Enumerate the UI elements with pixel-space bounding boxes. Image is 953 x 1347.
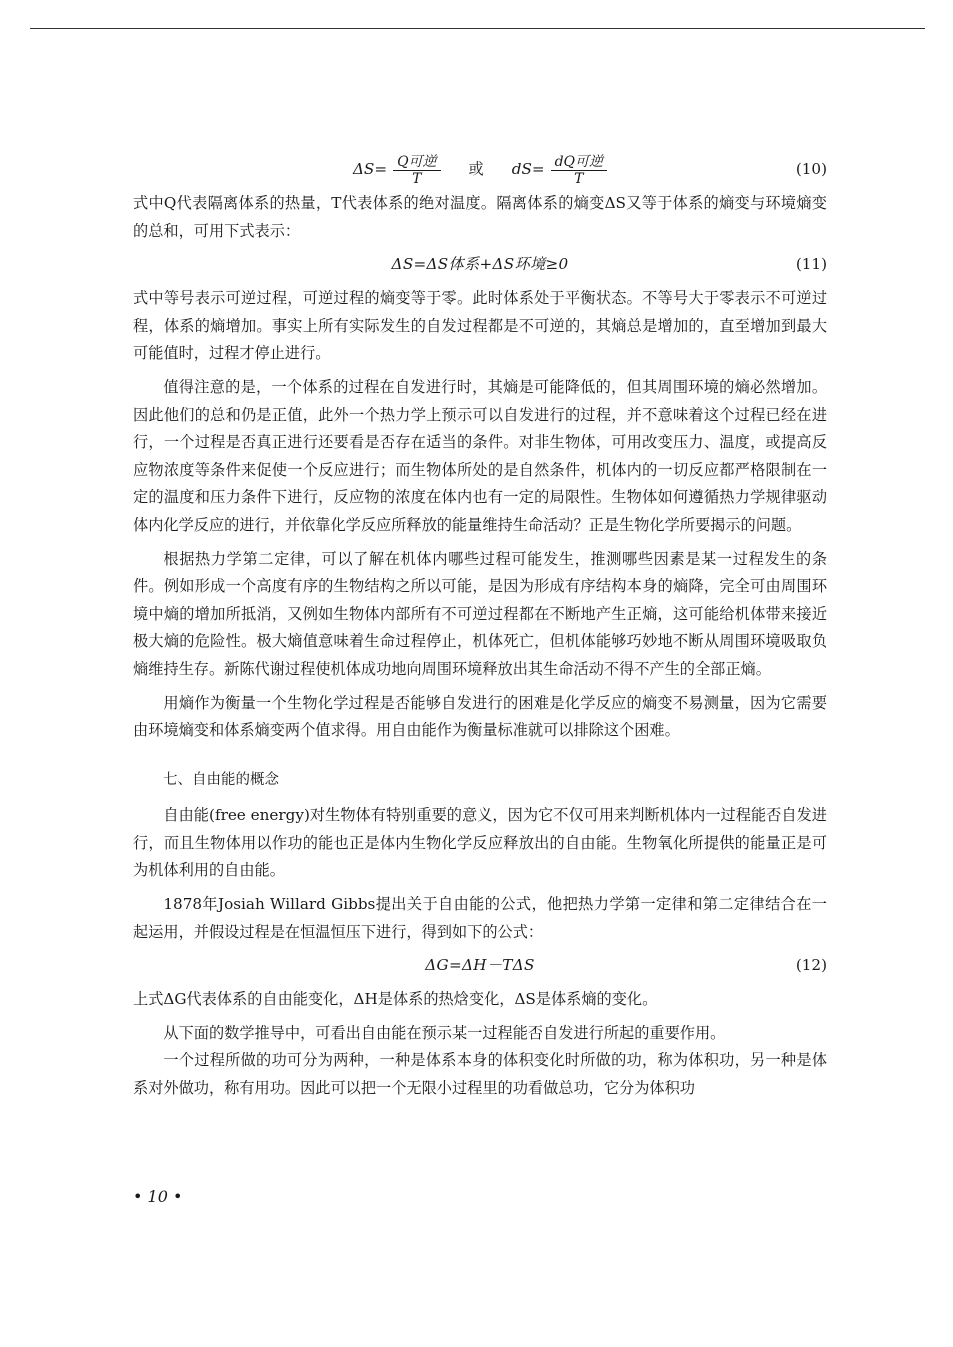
page-number: • 10 • (133, 1187, 183, 1206)
equation-number: (11) (795, 255, 827, 274)
equation-12 (133, 946, 827, 986)
eq10-fraction-1 (393, 154, 440, 187)
equation-10 (133, 150, 827, 190)
eq10-lhs: ΔS= (352, 160, 388, 179)
eq10-connector: 或 (468, 160, 484, 179)
paragraph: 式中等号表示可逆过程，可逆过程的熵变等于零。此时体系处于平衡状态。不等号大于零表示不可逆过程，体系的熵增加。事实上所有实际发生的自发过程都是不可逆的，其熵总是增加的，直至增加到最大可能值时，过程才停止进行。 (133, 289, 827, 363)
paragraph: 式中Q代表隔离体系的热量，T代表体系的绝对温度。隔离体系的熵变ΔS又等于体系的熵变与环境熵变的总和，可用下式表示： (133, 194, 827, 240)
paragraph: 上式ΔG代表体系的自由能变化，ΔH是体系的热焓变化，ΔS是体系熵的变化。 (133, 990, 658, 1009)
eq10-fraction-2 (551, 154, 607, 187)
paragraph: 自由能(free energy)对生物体有特别重要的意义，因为它不仅可用来判断机体内一过程能否自发进行，而且生物体用以作功的能也正是体内生物化学反应释放出的自由能。生物氧化所提供的能量正是可为机体利用的自由能。 (133, 806, 827, 880)
eq10-frac2-numerator: dQ可逆 (551, 154, 607, 171)
section-heading: 七、自由能的概念 (163, 771, 279, 788)
paragraph: 从下面的数学推导中，可看出自由能在预示某一过程能否自发进行所起的重要作用。 (163, 1023, 726, 1042)
paragraph: 一个过程所做的功可分为两种，一种是体系本身的体积变化时所做的功，称为体积功，另一种是体系对外做功，称有用功。因此可以把一个无限小过程里的功看做总功，它分为体积功 (133, 1051, 827, 1098)
equation-11 (133, 245, 827, 285)
top-rule (30, 28, 925, 29)
eq10-frac1-denominator: T (412, 170, 422, 187)
equation-number: (12) (795, 956, 827, 975)
eq10-lhs2: dS= (511, 160, 545, 179)
page-content (133, 150, 827, 1103)
paragraph: 值得注意的是，一个体系的过程在自发进行时，其熵是可能降低的，但其周围环境的熵必然增加。因此他们的总和仍是正值，此外一个热力学上预示可以自发进行的过程，并不意味着这个过程已经在进行，一个过程是否真正进行还要看是否存在适当的条件。对非生物体，可用改变压力、温度，或提高反应物浓度等条件来促使一个反应进行；而生物体所处的是自然条件，机体内的一切反应都严格限制在一定的温度和压力条件下进行，反应物的浓度在体内也有一定的局限性。生物体如何遵循热力学规律驱动体内化学反应的进行，并依靠化学反应所释放的能量维持生命活动？正是生物化学所要揭示的问题。 (133, 377, 827, 534)
equation-number: (10) (795, 160, 827, 179)
paragraph: 用熵作为衡量一个生物化学过程是否能够自发进行的困难是化学反应的熵变不易测量，因为它需要由环境熵变和体系熵变两个值求得。用自由能作为衡量标准就可以排除这个困难。 (133, 693, 827, 740)
paragraph: 1878年Josiah Willard Gibbs提出关于自由能的公式，他把热力学第一定律和第二定律结合在一起运用，并假设过程是在恒温恒压下进行，得到如下的公式： (133, 895, 827, 941)
equation-text: ΔG=ΔH－TΔS (425, 956, 535, 975)
eq10-frac2-denominator: T (574, 170, 584, 187)
eq10-frac1-numerator: Q可逆 (393, 154, 440, 171)
paragraph: 根据热力学第二定律，可以了解在机体内哪些过程可能发生，推测哪些因素是某一过程发生的条件。例如形成一个高度有序的生物结构之所以可能，是因为形成有序结构本身的熵降，完全可由周围环境中熵的增加所抵消，又例如生物体内部所有不可逆过程都在不断地产生正熵，这可能给机体带来接近极大熵的危险性。极大熵值意味着生命过程停止，机体死亡，但机体能够巧妙地不断从周围环境吸取负熵维持生存。新陈代谢过程使机体成功地向周围环境释放出其生命活动不得不产生的全部正熵。 (133, 549, 827, 678)
equation-text: ΔS=ΔS体系+ΔS环境≥0 (391, 255, 569, 274)
